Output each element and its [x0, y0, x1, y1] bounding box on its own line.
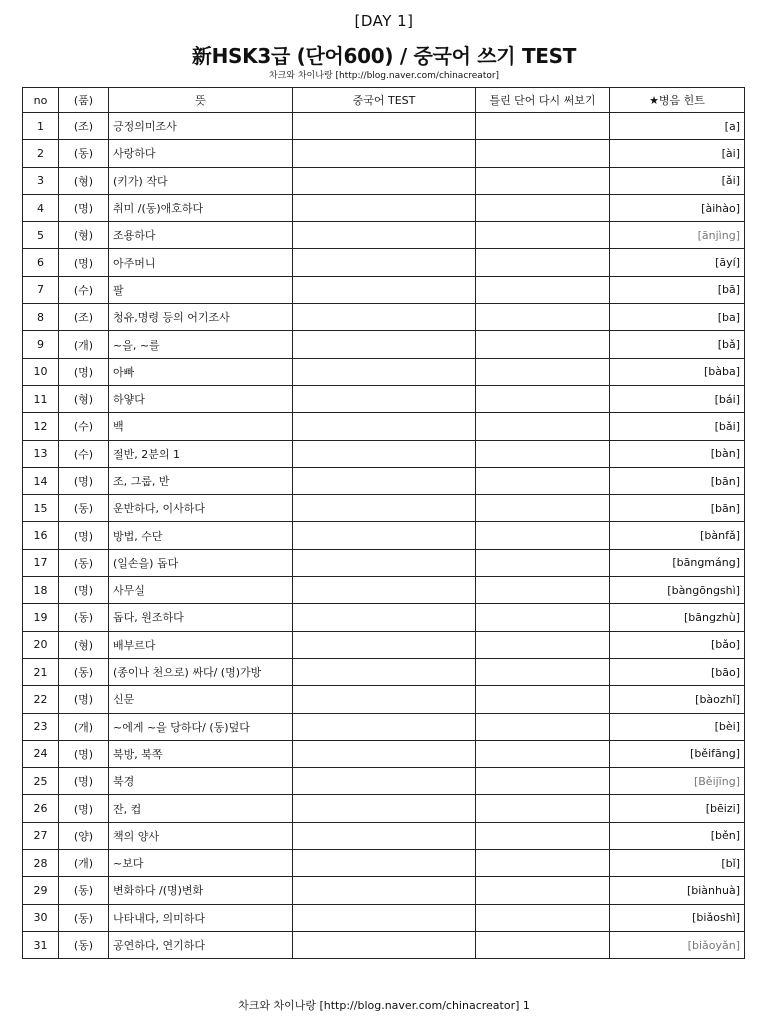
row-pinyin-hint: [ài]	[610, 140, 745, 167]
row-pinyin-hint: [bǎo]	[610, 631, 745, 658]
row-part-of-speech: (동)	[59, 140, 109, 167]
row-number: 11	[23, 385, 59, 412]
row-chinese-test-cell[interactable]	[293, 276, 476, 303]
row-chinese-test-cell[interactable]	[293, 304, 476, 331]
row-meaning: 긍정의미조사	[109, 113, 293, 140]
row-rewrite-cell[interactable]	[476, 304, 610, 331]
row-rewrite-cell[interactable]	[476, 904, 610, 931]
row-meaning: 백	[109, 413, 293, 440]
table-row	[23, 249, 745, 276]
row-chinese-test-cell[interactable]	[293, 222, 476, 249]
row-number: 13	[23, 440, 59, 467]
row-pinyin-hint: [biǎoyǎn]	[610, 931, 745, 958]
row-number: 31	[23, 931, 59, 958]
table-row	[23, 276, 745, 303]
row-number: 22	[23, 686, 59, 713]
row-number: 6	[23, 249, 59, 276]
row-part-of-speech: (개)	[59, 850, 109, 877]
table-row	[23, 740, 745, 767]
row-chinese-test-cell[interactable]	[293, 822, 476, 849]
row-meaning: 배부르다	[109, 631, 293, 658]
row-chinese-test-cell[interactable]	[293, 549, 476, 576]
row-rewrite-cell[interactable]	[476, 167, 610, 194]
row-rewrite-cell[interactable]	[476, 850, 610, 877]
row-meaning: 북방, 북쪽	[109, 740, 293, 767]
row-rewrite-cell[interactable]	[476, 331, 610, 358]
row-chinese-test-cell[interactable]	[293, 631, 476, 658]
row-meaning: (키가) 작다	[109, 167, 293, 194]
row-meaning: 잔, 컵	[109, 795, 293, 822]
row-pinyin-hint: [a]	[610, 113, 745, 140]
row-pinyin-hint: [ǎi]	[610, 167, 745, 194]
row-rewrite-cell[interactable]	[476, 276, 610, 303]
table-row	[23, 850, 745, 877]
row-part-of-speech: (동)	[59, 604, 109, 631]
row-number: 26	[23, 795, 59, 822]
row-rewrite-cell[interactable]	[476, 358, 610, 385]
row-pinyin-hint: [bān]	[610, 467, 745, 494]
row-chinese-test-cell[interactable]	[293, 358, 476, 385]
row-pinyin-hint: [bàozhǐ]	[610, 686, 745, 713]
row-pinyin-hint: [bái]	[610, 385, 745, 412]
row-part-of-speech: (조)	[59, 113, 109, 140]
row-number: 19	[23, 604, 59, 631]
row-chinese-test-cell[interactable]	[293, 768, 476, 795]
row-chinese-test-cell[interactable]	[293, 413, 476, 440]
row-part-of-speech: (명)	[59, 522, 109, 549]
row-number: 3	[23, 167, 59, 194]
row-number: 17	[23, 549, 59, 576]
row-meaning: 책의 양사	[109, 822, 293, 849]
row-number: 18	[23, 577, 59, 604]
row-part-of-speech: (명)	[59, 358, 109, 385]
row-meaning: 아주머니	[109, 249, 293, 276]
row-number: 27	[23, 822, 59, 849]
table-row	[23, 577, 745, 604]
row-meaning: 절반, 2분의 1	[109, 440, 293, 467]
table-row	[23, 194, 745, 221]
row-rewrite-cell[interactable]	[476, 495, 610, 522]
row-rewrite-cell[interactable]	[476, 822, 610, 849]
table-row	[23, 222, 745, 249]
row-part-of-speech: (명)	[59, 467, 109, 494]
row-part-of-speech: (형)	[59, 385, 109, 412]
row-chinese-test-cell[interactable]	[293, 385, 476, 412]
row-pinyin-hint: [bàngōngshì]	[610, 577, 745, 604]
row-part-of-speech: (수)	[59, 276, 109, 303]
row-number: 7	[23, 276, 59, 303]
row-part-of-speech: (동)	[59, 495, 109, 522]
row-chinese-test-cell[interactable]	[293, 740, 476, 767]
row-rewrite-cell[interactable]	[476, 467, 610, 494]
row-number: 25	[23, 768, 59, 795]
row-number: 14	[23, 467, 59, 494]
row-chinese-test-cell[interactable]	[293, 877, 476, 904]
row-chinese-test-cell[interactable]	[293, 194, 476, 221]
row-part-of-speech: (명)	[59, 795, 109, 822]
row-part-of-speech: (형)	[59, 222, 109, 249]
row-chinese-test-cell[interactable]	[293, 795, 476, 822]
row-pinyin-hint: [ānjìng]	[610, 222, 745, 249]
row-rewrite-cell[interactable]	[476, 249, 610, 276]
row-meaning: 조용하다	[109, 222, 293, 249]
row-pinyin-hint: [běifāng]	[610, 740, 745, 767]
table-row	[23, 713, 745, 740]
col-header-chinese-test: 중국어 TEST	[293, 88, 476, 113]
row-chinese-test-cell[interactable]	[293, 850, 476, 877]
row-meaning: 운반하다, 이사하다	[109, 495, 293, 522]
row-pinyin-hint: [bēizi]	[610, 795, 745, 822]
table-row	[23, 604, 745, 631]
row-chinese-test-cell[interactable]	[293, 331, 476, 358]
vocab-table	[22, 87, 745, 959]
row-number: 16	[23, 522, 59, 549]
row-rewrite-cell[interactable]	[476, 795, 610, 822]
row-rewrite-cell[interactable]	[476, 658, 610, 685]
row-chinese-test-cell[interactable]	[293, 167, 476, 194]
row-chinese-test-cell[interactable]	[293, 522, 476, 549]
table-row	[23, 822, 745, 849]
row-rewrite-cell[interactable]	[476, 522, 610, 549]
table-row	[23, 768, 745, 795]
page-title: 新HSK3급 (단어600) / 중국어 쓰기 TEST	[191, 44, 577, 68]
row-chinese-test-cell[interactable]	[293, 658, 476, 685]
row-rewrite-cell[interactable]	[476, 604, 610, 631]
row-rewrite-cell[interactable]	[476, 686, 610, 713]
row-pinyin-hint: [biǎoshì]	[610, 904, 745, 931]
row-meaning: 사무실	[109, 577, 293, 604]
row-pinyin-hint: [bèi]	[610, 713, 745, 740]
row-part-of-speech: (동)	[59, 904, 109, 931]
row-pinyin-hint: [bàn]	[610, 440, 745, 467]
row-chinese-test-cell[interactable]	[293, 713, 476, 740]
row-number: 4	[23, 194, 59, 221]
row-rewrite-cell[interactable]	[476, 931, 610, 958]
row-number: 5	[23, 222, 59, 249]
col-header-pinyin-hint: ★병음 힌트	[610, 88, 745, 113]
row-rewrite-cell[interactable]	[476, 140, 610, 167]
row-meaning: 나타내다, 의미하다	[109, 904, 293, 931]
row-chinese-test-cell[interactable]	[293, 495, 476, 522]
row-number: 12	[23, 413, 59, 440]
row-meaning: 아빠	[109, 358, 293, 385]
table-row	[23, 549, 745, 576]
row-part-of-speech: (명)	[59, 740, 109, 767]
row-part-of-speech: (동)	[59, 658, 109, 685]
vocab-table-body	[23, 113, 745, 959]
table-row	[23, 304, 745, 331]
row-meaning: 조, 그룹, 반	[109, 467, 293, 494]
row-number: 9	[23, 331, 59, 358]
row-part-of-speech: (수)	[59, 440, 109, 467]
row-number: 20	[23, 631, 59, 658]
row-meaning: 하얗다	[109, 385, 293, 412]
row-part-of-speech: (명)	[59, 577, 109, 604]
row-number: 15	[23, 495, 59, 522]
col-header-meaning: 뜻	[109, 88, 293, 113]
row-number: 2	[23, 140, 59, 167]
table-row	[23, 795, 745, 822]
row-chinese-test-cell[interactable]	[293, 440, 476, 467]
row-chinese-test-cell[interactable]	[293, 467, 476, 494]
row-pinyin-hint: [bǎ]	[610, 331, 745, 358]
row-rewrite-cell[interactable]	[476, 113, 610, 140]
row-number: 8	[23, 304, 59, 331]
row-rewrite-cell[interactable]	[476, 713, 610, 740]
row-rewrite-cell[interactable]	[476, 440, 610, 467]
row-meaning: 취미 /(동)애호하다	[109, 194, 293, 221]
row-chinese-test-cell[interactable]	[293, 113, 476, 140]
row-meaning: ~보다	[109, 850, 293, 877]
row-meaning: ~에게 ~을 당하다/ (동)덮다	[109, 713, 293, 740]
row-part-of-speech: (형)	[59, 167, 109, 194]
row-number: 29	[23, 877, 59, 904]
row-pinyin-hint: [āyí]	[610, 249, 745, 276]
row-meaning: 돕다, 원조하다	[109, 604, 293, 631]
table-row	[23, 385, 745, 412]
table-row	[23, 413, 745, 440]
row-meaning: 신문	[109, 686, 293, 713]
row-rewrite-cell[interactable]	[476, 768, 610, 795]
row-part-of-speech: (명)	[59, 249, 109, 276]
row-rewrite-cell[interactable]	[476, 577, 610, 604]
row-rewrite-cell[interactable]	[476, 631, 610, 658]
row-part-of-speech: (수)	[59, 413, 109, 440]
row-meaning: 청유,명령 등의 어기조사	[109, 304, 293, 331]
row-chinese-test-cell[interactable]	[293, 904, 476, 931]
table-row	[23, 686, 745, 713]
table-row	[23, 113, 745, 140]
row-meaning: 방법, 수단	[109, 522, 293, 549]
row-part-of-speech: (개)	[59, 331, 109, 358]
table-row	[23, 167, 745, 194]
row-pinyin-hint: [bàba]	[610, 358, 745, 385]
row-number: 10	[23, 358, 59, 385]
row-chinese-test-cell[interactable]	[293, 604, 476, 631]
row-rewrite-cell[interactable]	[476, 413, 610, 440]
row-rewrite-cell[interactable]	[476, 222, 610, 249]
row-pinyin-hint: [bànfǎ]	[610, 522, 745, 549]
day-label: [DAY 1]	[354, 12, 414, 30]
row-pinyin-hint: [bāngzhù]	[610, 604, 745, 631]
row-number: 30	[23, 904, 59, 931]
table-row	[23, 495, 745, 522]
row-rewrite-cell[interactable]	[476, 549, 610, 576]
table-row	[23, 467, 745, 494]
row-meaning: (종이나 천으로) 싸다/ (명)가방	[109, 658, 293, 685]
row-chinese-test-cell[interactable]	[293, 140, 476, 167]
row-pinyin-hint: [biànhuà]	[610, 877, 745, 904]
row-number: 23	[23, 713, 59, 740]
row-chinese-test-cell[interactable]	[293, 931, 476, 958]
row-pinyin-hint: [bān]	[610, 495, 745, 522]
table-row	[23, 877, 745, 904]
table-row	[23, 931, 745, 958]
row-meaning: ~을, ~를	[109, 331, 293, 358]
row-part-of-speech: (동)	[59, 931, 109, 958]
row-part-of-speech: (명)	[59, 194, 109, 221]
row-chinese-test-cell[interactable]	[293, 686, 476, 713]
table-header-row	[23, 88, 745, 113]
row-number: 1	[23, 113, 59, 140]
row-part-of-speech: (조)	[59, 304, 109, 331]
row-rewrite-cell[interactable]	[476, 194, 610, 221]
row-pinyin-hint: [bā]	[610, 276, 745, 303]
row-part-of-speech: (형)	[59, 631, 109, 658]
table-row	[23, 440, 745, 467]
row-pinyin-hint: [bāngmáng]	[610, 549, 745, 576]
row-number: 21	[23, 658, 59, 685]
row-chinese-test-cell[interactable]	[293, 249, 476, 276]
col-header-no: no	[23, 88, 59, 113]
table-row	[23, 331, 745, 358]
row-meaning: (일손을) 돕다	[109, 549, 293, 576]
col-header-pos: (품)	[59, 88, 109, 113]
row-part-of-speech: (동)	[59, 877, 109, 904]
row-part-of-speech: (동)	[59, 549, 109, 576]
row-pinyin-hint: [bǐ]	[610, 850, 745, 877]
row-part-of-speech: (양)	[59, 822, 109, 849]
row-part-of-speech: (개)	[59, 713, 109, 740]
row-rewrite-cell[interactable]	[476, 877, 610, 904]
row-pinyin-hint: [Běijīng]	[610, 768, 745, 795]
row-meaning: 사랑하다	[109, 140, 293, 167]
row-meaning: 변화하다 /(명)변화	[109, 877, 293, 904]
row-meaning: 북경	[109, 768, 293, 795]
row-number: 28	[23, 850, 59, 877]
row-pinyin-hint: [bǎi]	[610, 413, 745, 440]
table-row	[23, 522, 745, 549]
col-header-rewrite: 틀린 단어 다시 써보기	[476, 88, 610, 113]
row-part-of-speech: (명)	[59, 686, 109, 713]
row-pinyin-hint: [běn]	[610, 822, 745, 849]
row-pinyin-hint: [ba]	[610, 304, 745, 331]
table-row	[23, 140, 745, 167]
table-row	[23, 904, 745, 931]
row-number: 24	[23, 740, 59, 767]
page-subtitle: 차크와 차이나랑 [http://blog.naver.com/chinacreator]	[268, 71, 500, 81]
row-pinyin-hint: [bāo]	[610, 658, 745, 685]
table-row	[23, 631, 745, 658]
row-rewrite-cell[interactable]	[476, 740, 610, 767]
row-rewrite-cell[interactable]	[476, 385, 610, 412]
table-row	[23, 658, 745, 685]
row-pinyin-hint: [àihào]	[610, 194, 745, 221]
row-part-of-speech: (명)	[59, 768, 109, 795]
row-chinese-test-cell[interactable]	[293, 577, 476, 604]
row-meaning: 팔	[109, 276, 293, 303]
row-meaning: 공연하다, 연기하다	[109, 931, 293, 958]
page-footer: 차크와 차이나랑 [http://blog.naver.com/chinacreator] 1	[238, 999, 530, 1012]
table-row	[23, 358, 745, 385]
